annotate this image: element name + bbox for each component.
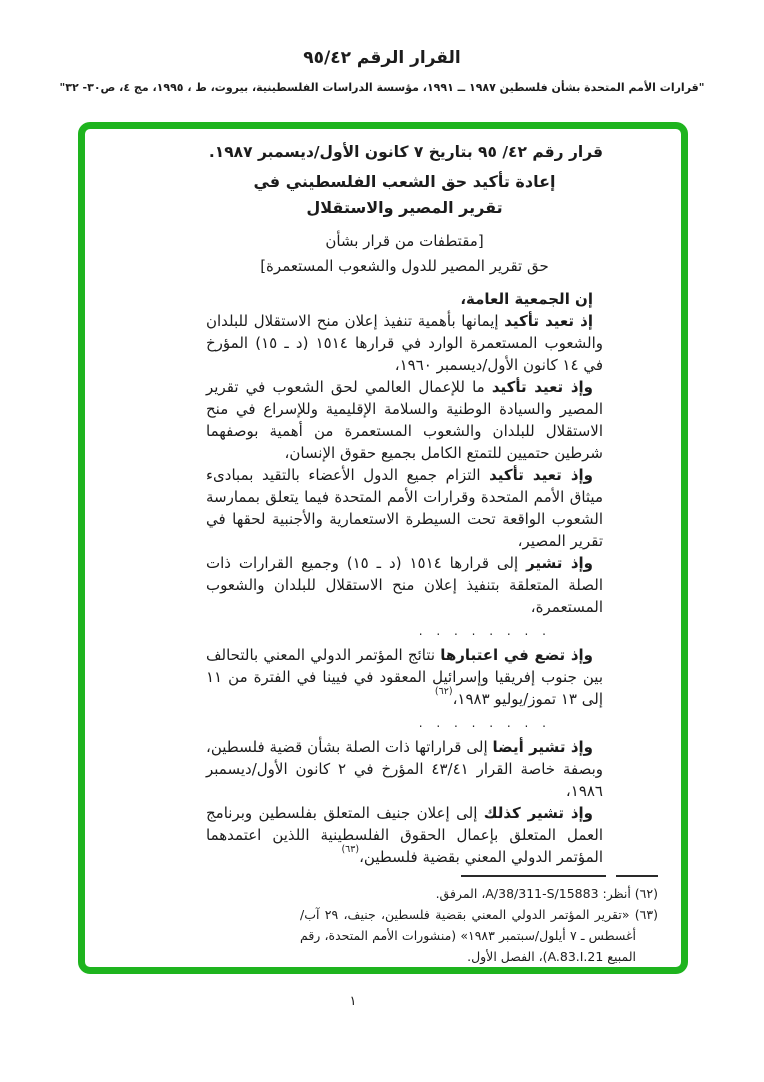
content-frame <box>78 122 688 974</box>
footnote-separator <box>105 872 658 880</box>
footnote-item: (٦٣) «تقرير المؤتمر الدولي المعني بقضية فلسطين، جنيف، ٢٩ آب/أغسطس ـ ٧ أيلول/سبتمبر ١٩٨٣» (منشورات الأمم المتحدة، رقم المبيع A.83.I.21)، الفصل الأول. <box>300 907 658 964</box>
resolution-body <box>206 288 603 868</box>
resolution-title-line-2: تقرير المصير والاستقلال <box>306 198 503 217</box>
page-number: ١ <box>349 994 357 1009</box>
document-header <box>0 0 764 95</box>
ellipsis-line: . . . . . . . . <box>418 624 551 638</box>
separator-rule-short <box>616 875 658 877</box>
footnote-ref: (٦٣) <box>341 844 360 855</box>
resolution-title-line-1: إعادة تأكيد حق الشعب الفلسطيني في <box>253 172 556 191</box>
separator-rule-long <box>461 875 606 877</box>
excerpt-note-line-2: حق تقرير المصير للدول والشعوب المستعمرة] <box>260 257 549 275</box>
footnote-area <box>105 872 658 967</box>
paragraph: وإذ تعيد تأكيد ما للإعمال العالمي لحق الشعوب في تقرير المصير والسيادة الوطنية والسلامة الإقليمية وللإسراع في منح الاستقلال للبلدان والشعوب المستعمرة من أهمية بوصفهما شرطين حتميين للتمتع الكامل بجميع حقوق الإنسان، <box>206 378 603 462</box>
footnote-ref: (٦٢) <box>434 686 453 697</box>
document-title: القرار الرقم ٤٢/‏٩٥ <box>303 48 461 68</box>
paragraph: إن الجمعية العامة، <box>460 290 593 308</box>
footnotes-list <box>300 883 658 967</box>
paragraph: وإذ تضع في اعتبارها نتائج المؤتمر الدولي المعني بالتحالف بين جنوب إفريقيا وإسرائيل المعقود في فيينا في الفترة من ١١ إلى ١٣ تموز/يوليو ١٩٨٣،$^{(٦٢)}$ <box>206 646 603 708</box>
paragraph: إذ تعيد تأكيد إيمانها بأهمية تنفيذ إعلان منح الاستقلال للبلدان والشعوب المستعمرة الوارد في قرارها ١٥١٤ (د ـ ١٥) المؤرخ في ١٤ كانون الأول/ديسمبر ١٩٦٠، <box>206 312 603 374</box>
resolution-text-column <box>206 141 603 868</box>
paragraph: وإذ تشير أيضا إلى قراراتها ذات الصلة بشأن قضية فلسطين، وبصفة خاصة القرار ٤١/‏٤٣ المؤرخ في ٢ كانون الأول/ديسمبر ١٩٨٦، <box>206 738 603 800</box>
paragraph: وإذ تشير كذلك إلى إعلان جنيف المتعلق بفلسطين وبرنامج العمل المتعلق بإعمال الحقوق الفلسطينية اللذين اعتمدهما المؤتمر الدولي المعني بقضية فلسطين،$^{(٦٣)}$ <box>206 804 603 866</box>
resolution-number-line: قرار رقم ٤٢/ ٩٥ بتاريخ ٧ كانون الأول/ديسمبر ١٩٨٧. <box>208 143 603 161</box>
footnote-item: (٦٢) أنظر: A/38/311-S/15883، المرفق. <box>435 886 658 901</box>
source-citation: "قرارات الأمم المتحدة بشأن فلسطين ١٩٨٧ ــ ١٩٩١، مؤسسة الدراسات الفلسطينية، بيروت، ط ، ١٩٩٥، مج ٤، ص٣٠- ٣٢" <box>59 81 705 94</box>
paragraph: وإذ تعيد تأكيد التزام جميع الدول الأعضاء بالتقيد بمبادىء ميثاق الأمم المتحدة وقرارات الأمم المتحدة فيما يتعلق بممارسة الشعوب الواقعة تحت السيطرة الاستعمارية والأجنبية لحقها في تقرير المصير، <box>206 466 603 550</box>
ellipsis-line: . . . . . . . . <box>418 716 551 730</box>
paragraph: وإذ تشير إلى قرارها ١٥١٤ (د ـ ١٥) وجميع القرارات ذات الصلة المتعلقة بتنفيذ إعلان منح الاستقلال للبلدان والشعوب المستعمرة، <box>206 554 603 616</box>
excerpt-note-line-1: [مقتطفات من قرار بشأن <box>325 232 484 250</box>
